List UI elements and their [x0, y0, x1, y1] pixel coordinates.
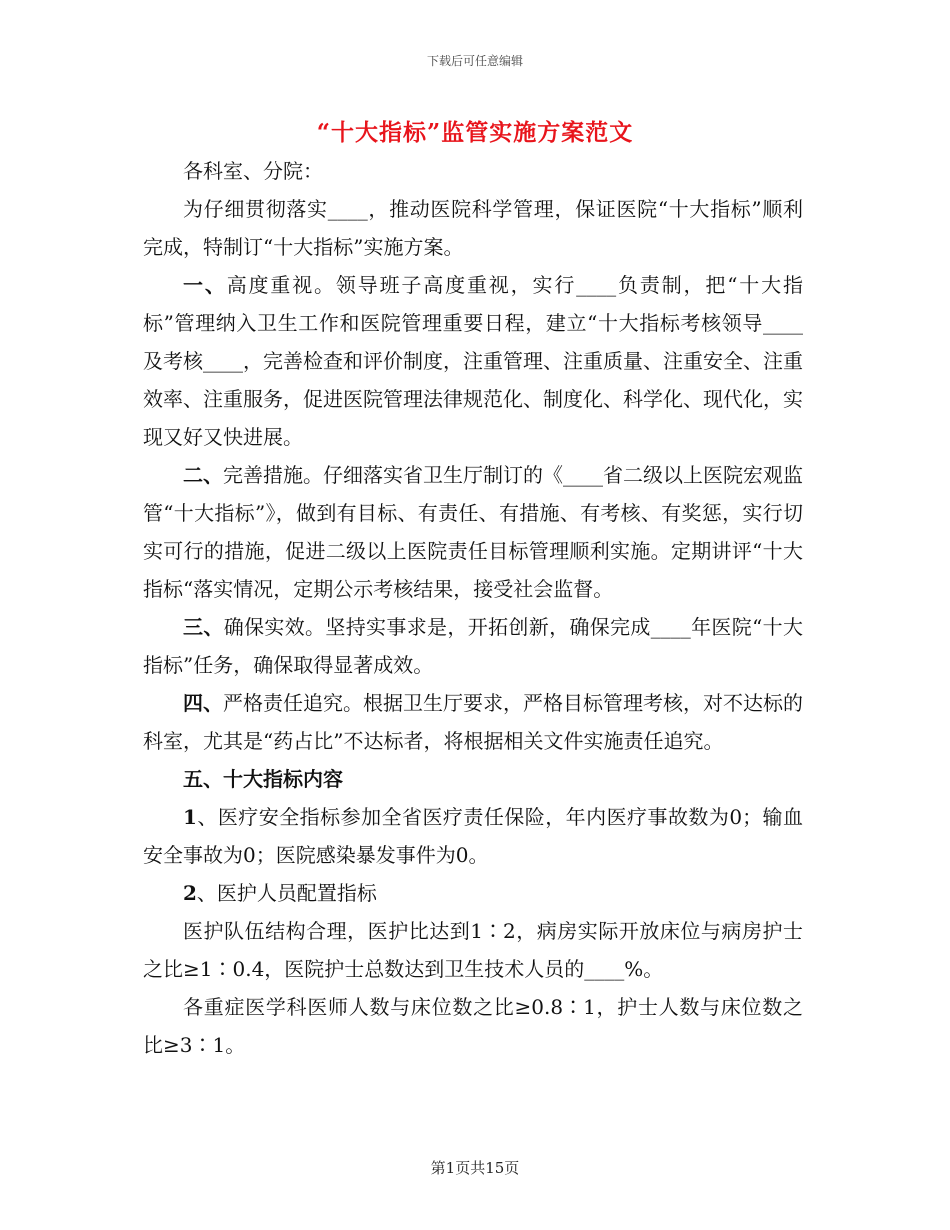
- salutation: 各科室、分院：: [183, 159, 323, 183]
- section-3-number: 三、: [183, 615, 224, 639]
- item-2-heading: [143, 874, 803, 912]
- section-3-paragraph: [143, 608, 803, 684]
- item-2-paragraph-2: 各重症医学科医师人数与床位数之比≥0.8∶1，护士人数与床位数之比≥3∶1。: [143, 995, 803, 1057]
- section-2-number: 二、: [183, 463, 223, 487]
- item-2-text: 、医护人员配置指标: [196, 881, 377, 905]
- section-4-number: 四、: [183, 691, 223, 715]
- section-4-text: 严格责任追究。根据卫生厅要求，严格目标管理考核，对不达标的科室，尤其是“药占比”不达标者，将根据相关文件实施责任追究。: [143, 691, 803, 753]
- section-1-text: 高度重视。领导班子高度重视，实行____负责制，把“十大指标”管理纳入卫生工作和医院管理重要日程，建立“十大指标考核领导____及考核____，完善检查和评价制度，注重管理、注重质量、注重安全、注重效率、注重服务，促进医院管理法律规范化、制度化、科学化、现代化，实现又好又快进展。: [143, 273, 803, 449]
- section-1-number: 一、: [183, 273, 227, 297]
- section-4-paragraph: [143, 684, 803, 760]
- section-2-text: 完善措施。仔细落实省卫生厅制订的《____省二级以上医院宏观监管“十大指标”》，做到有目标、有责任、有措施、有考核、有奖惩，实行切实可行的措施，促进二级以上医院责任目标管理顺利实施。定期讲评“十大指标“落实情况，定期公示考核结果，接受社会监督。: [143, 463, 803, 601]
- section-2-paragraph: [143, 456, 803, 608]
- item-2-number: 2: [183, 881, 197, 905]
- item-1-number: 1: [183, 805, 197, 829]
- document-title: “十大指标”监管实施方案范文: [316, 119, 634, 146]
- section-5-heading: 五、十大指标内容: [183, 767, 343, 791]
- section-1-paragraph: [143, 266, 803, 456]
- document-body: [143, 152, 803, 1064]
- item-1-text: 、医疗安全指标参加全省医疗责任保险，年内医疗事故数为0；输血安全事故为0；医院感染暴发事件为0。: [143, 805, 803, 867]
- page-footer: 第1页共15页: [430, 1159, 520, 1177]
- header-note: 下载后可任意编辑: [426, 54, 523, 68]
- intro-paragraph: 为仔细贯彻落实____，推动医院科学管理，保证医院“十大指标”顺利完成，特制订“十大指标”实施方案。: [143, 197, 803, 259]
- item-2-paragraph-1: 医护队伍结构合理，医护比达到1∶2，病房实际开放床位与病房护士之比≥1∶0.4，医院护士总数达到卫生技术人员的____%。: [143, 919, 803, 981]
- section-3-text: 确保实效。坚持实事求是，开拓创新，确保完成____年医院“十大指标”任务，确保取得显著成效。: [143, 615, 804, 677]
- item-1-paragraph: [143, 798, 803, 874]
